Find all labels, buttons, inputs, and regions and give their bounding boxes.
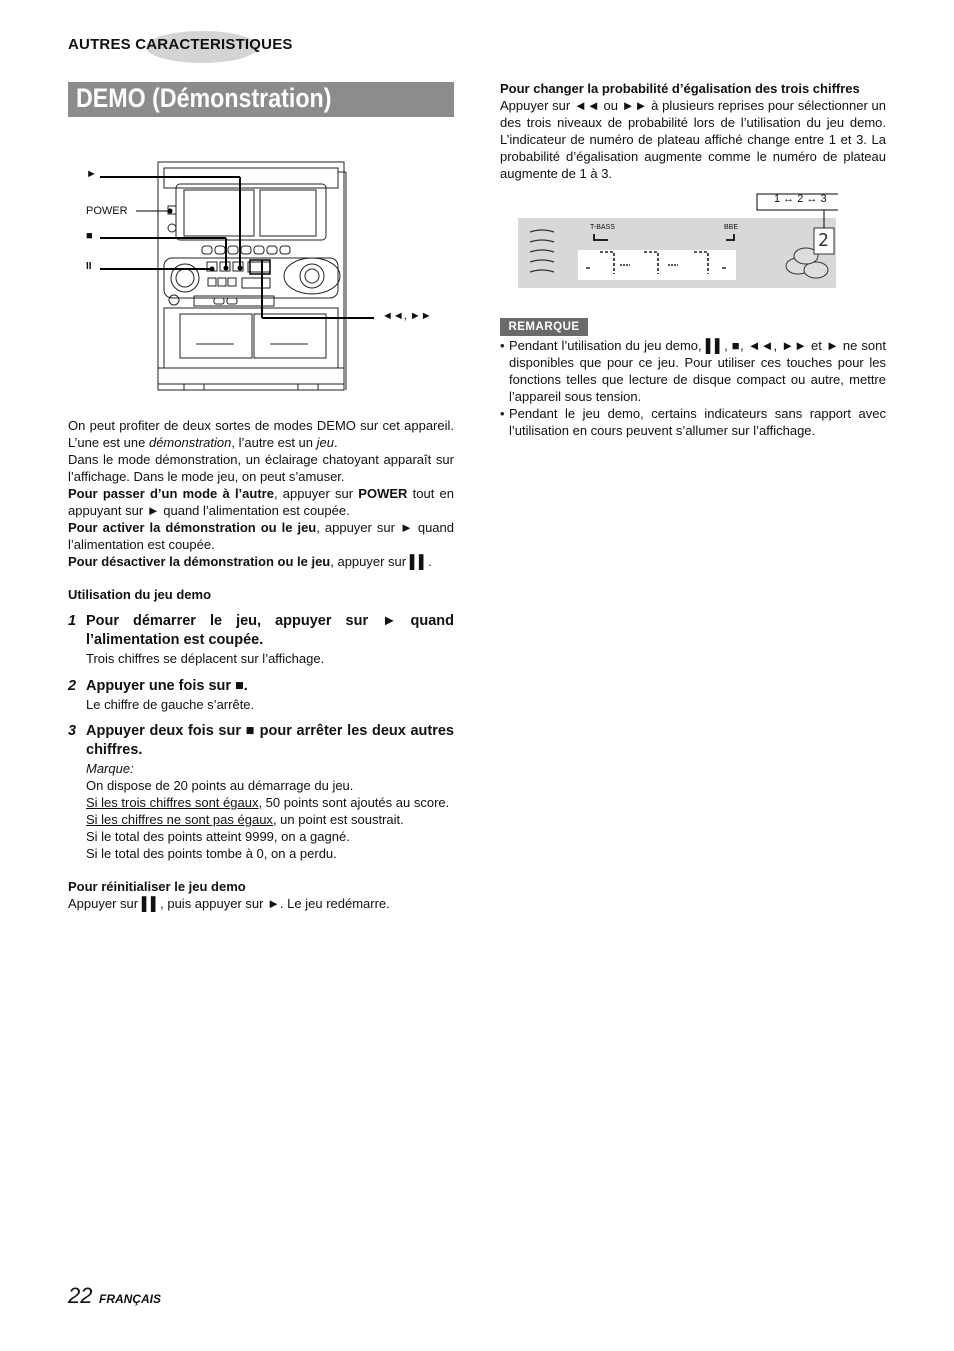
intro-p1-end: . [334, 435, 338, 450]
score-line-2 [86, 794, 454, 811]
step-3-text: Appuyer deux fois sur ■ pour arrêter les deux autres chiffres. [86, 723, 454, 758]
step-1-note: Trois chiffres se déplacent sur l’affichage. [86, 651, 325, 666]
intro-p2: Dans le mode démonstration, un éclairage chatoyant apparaît sur l’affichage. Dans le mode jeu, on peut s’amuser. [68, 452, 454, 484]
probability-block [500, 80, 886, 182]
intro-p3-bold: Pour passer d’un mode à l’autre [68, 486, 274, 501]
stop-label: ■ [86, 230, 93, 242]
intro-p1-text2: , l’autre est un [231, 435, 317, 450]
score-line-5: Si le total des points tombe à 0, on a perdu. [86, 846, 337, 861]
score-line-3 [86, 811, 454, 828]
intro-p3-power: POWER [358, 486, 408, 501]
step-2-number: 2 [68, 678, 77, 694]
display-illustration [516, 190, 838, 290]
score-block [86, 760, 454, 862]
tbass-indicator: T-BASS [590, 224, 615, 231]
score-line-4: Si le total des points atteint 9999, on a gagné. [86, 829, 350, 844]
intro-p5-bold: Pour désactiver la démonstration ou le jeu [68, 554, 331, 569]
intro-block [68, 417, 454, 570]
remarque-badge [500, 318, 588, 336]
step-1-number: 1 [68, 613, 77, 629]
intro-p3 [68, 485, 454, 519]
intro-p4-rest: , appuyer sur ► quand l’alimentation est coupée. [68, 520, 454, 552]
bullet-icon: • [500, 406, 505, 421]
page-title: DEMO (Démonstration) [76, 83, 332, 113]
power-label: POWER [86, 205, 128, 217]
play-label: ► [86, 168, 97, 180]
reset-text: Appuyer sur ▌▌, puis appuyer sur ►. Le jeu redémarre. [68, 896, 390, 911]
intro-p1 [68, 417, 454, 451]
game-heading: Utilisation du jeu demo [68, 587, 212, 602]
display-figure [516, 190, 838, 290]
score-line-3-rest: , un point est soustrait. [272, 812, 404, 827]
marque-label: Marque: [86, 761, 134, 776]
step-2-text: Appuyer une fois sur ■. [86, 678, 248, 694]
intro-p3-rest: tout en appuyant sur ► quand l’alimentation est coupée. [68, 486, 454, 518]
stereo-illustration [84, 158, 454, 398]
remarque-item-1-text: Pendant l’utilisation du jeu demo, ▌▌, ■, ◄◄, ►► et ► ne sont disponibles que pour ce jeu. Pour utiliser ces touches pour les fonctions telles que lecture de disque compact ou autre, mettre l’appareil sous tension. [509, 338, 886, 404]
probability-text: Appuyer sur ◄◄ ou ►► à plusieurs reprises pour sélectionner un des trois niveaux de probabilité lors de l’utilisation du jeu demo. L’indicateur de numéro de plateau affiché change entre 1 et 3. La probabilité d’égalisation augmente comme le numéro de plateau augmente de 1 à 3. [500, 98, 886, 181]
intro-p1-demo: démonstration [148, 435, 232, 450]
intro-p1-jeu: jeu [316, 435, 334, 450]
skip-label: ◄◄, ►► [382, 310, 432, 322]
score-line-1: On dispose de 20 points au démarrage du jeu. [86, 778, 354, 793]
remarque-list [500, 337, 886, 439]
remarque-item [500, 337, 886, 405]
intro-p5 [68, 553, 454, 570]
section-heading: AUTRES CARACTERISTIQUES [68, 36, 293, 53]
intro-p3-text: , appuyer sur [273, 486, 359, 501]
device-figure [84, 158, 454, 398]
page-number: 22 [68, 1283, 93, 1308]
remarque-item-2-text: Pendant le jeu demo, certains indicateurs sans rapport avec l’utilisation en cours peuvent s’allumer sur l’affichage. [509, 406, 886, 438]
step-2-note: Le chiffre de gauche s’arrête. [86, 697, 255, 712]
bbe-indicator: BBE [724, 224, 739, 231]
pause-label: II [86, 261, 92, 272]
remarque-item [500, 405, 886, 439]
intro-p5-rest: , appuyer sur ▌▌. [330, 554, 432, 569]
reset-heading: Pour réinitialiser le jeu demo [68, 879, 246, 894]
step-1 [68, 612, 454, 667]
step-3-number: 3 [68, 723, 77, 739]
score-line-2-rest: , 50 points sont ajoutés au score. [258, 795, 450, 810]
score-line-2-underlined: Si les trois chiffres sont égaux [86, 795, 259, 810]
intro-p4 [68, 519, 454, 553]
language-label: FRANÇAIS [99, 1292, 161, 1306]
intro-p4-bold: Pour activer la démonstration ou le jeu [68, 520, 317, 535]
remarque-label: REMARQUE [508, 321, 580, 333]
bullet-icon: • [500, 338, 505, 353]
level-indicator: 1 ↔ 2 ↔ 3 [774, 193, 827, 205]
step-2 [68, 677, 454, 713]
step-1-text: Pour démarrer le jeu, appuyer sur ► quand l’alimentation est coupée. [86, 613, 454, 648]
disc-number: 2 [818, 230, 829, 251]
score-line-3-underlined: Si les chiffres ne sont pas égaux [86, 812, 273, 827]
probability-heading: Pour changer la probabilité d’égalisation des trois chiffres [500, 81, 860, 96]
intro-p1-text: On peut profiter de deux sortes de modes DEMO sur cet appareil. L’une est une [68, 418, 454, 450]
step-3 [68, 722, 454, 862]
